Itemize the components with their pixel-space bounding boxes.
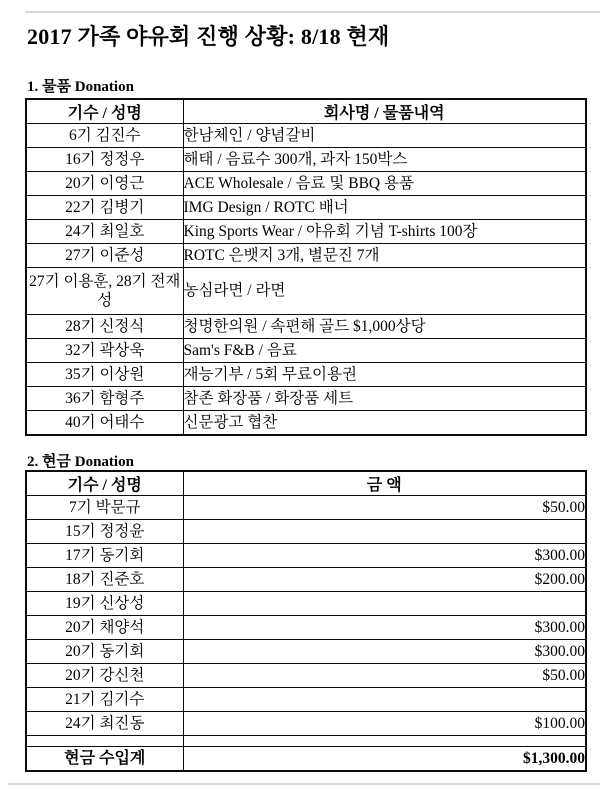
donor-name: 32기 곽상욱 — [26, 339, 183, 363]
top-divider — [25, 11, 600, 13]
table-row — [26, 496, 586, 520]
table-row — [26, 520, 586, 544]
table-row — [26, 196, 586, 220]
table-row — [26, 363, 586, 387]
page-title: 2017 가족 야유회 진행 상황: 8/18 현재 — [27, 24, 390, 49]
donor-name: 18기 진준호 — [26, 568, 183, 592]
table-row — [26, 315, 586, 339]
donor-name: 19기 신상성 — [26, 592, 183, 616]
donation-detail: 한남체인 / 양념갈비 — [183, 124, 586, 148]
donation-detail: 청명한의원 / 속편해 골드 $1,000상당 — [183, 315, 586, 339]
donor-name: 15기 정정윤 — [26, 520, 183, 544]
donation-amount — [183, 688, 586, 712]
table-row — [26, 616, 586, 640]
table-row — [26, 387, 586, 411]
donor-name: 40기 어태수 — [26, 411, 183, 436]
empty-row — [26, 736, 586, 747]
bottom-divider — [8, 783, 600, 785]
donor-name: 20기 강신천 — [26, 664, 183, 688]
donor-name: 17기 동기회 — [26, 544, 183, 568]
table-row — [26, 568, 586, 592]
donor-name: 28기 신정식 — [26, 315, 183, 339]
table-header-row — [26, 99, 586, 124]
table-row — [26, 124, 586, 148]
column-header-detail: 회사명 / 물품내역 — [183, 99, 586, 124]
donation-detail: 농심라면 / 라면 — [183, 268, 586, 315]
donation-detail: King Sports Wear / 야유회 기념 T-shirts 100장 — [183, 220, 586, 244]
table-row — [26, 640, 586, 664]
table-row — [26, 592, 586, 616]
table-row — [26, 220, 586, 244]
donor-name: 20기 채양석 — [26, 616, 183, 640]
donation-amount — [183, 520, 586, 544]
item-donation-table — [25, 98, 587, 436]
table-row — [26, 339, 586, 363]
donor-name: 27기 이용훈, 28기 전재성 — [26, 268, 183, 315]
donation-amount: $300.00 — [183, 544, 586, 568]
donation-amount — [183, 736, 586, 747]
column-header-name: 기수 / 성명 — [26, 471, 183, 496]
table-row — [26, 244, 586, 268]
donor-name: 20기 동기회 — [26, 640, 183, 664]
donation-detail: 참존 화장품 / 화장품 세트 — [183, 387, 586, 411]
donor-name: 35기 이상원 — [26, 363, 183, 387]
donor-name: 6기 김진수 — [26, 124, 183, 148]
table-header-row — [26, 471, 586, 496]
donation-detail: 해태 / 음료수 300개, 과자 150박스 — [183, 148, 586, 172]
donation-amount: $300.00 — [183, 640, 586, 664]
table-row — [26, 544, 586, 568]
donation-amount: $100.00 — [183, 712, 586, 736]
donation-detail: IMG Design / ROTC 배너 — [183, 196, 586, 220]
column-header-name: 기수 / 성명 — [26, 99, 183, 124]
total-amount: $1,300.00 — [183, 747, 586, 772]
table-row — [26, 664, 586, 688]
donor-name: 36기 함형주 — [26, 387, 183, 411]
total-label: 현금 수입계 — [26, 747, 183, 772]
table-row — [26, 268, 586, 315]
donor-name: 24기 최일호 — [26, 220, 183, 244]
table-row — [26, 172, 586, 196]
donor-name — [26, 736, 183, 747]
donor-name: 7기 박문규 — [26, 496, 183, 520]
section-heading-item-donation: 1. 물품 Donation — [27, 79, 134, 95]
table-row — [26, 688, 586, 712]
table-row — [26, 712, 586, 736]
donor-name: 16기 정정우 — [26, 148, 183, 172]
donation-amount: $50.00 — [183, 496, 586, 520]
donation-detail: ROTC 은뱃지 3개, 별문진 7개 — [183, 244, 586, 268]
column-header-amount: 금 액 — [183, 471, 586, 496]
donation-amount — [183, 592, 586, 616]
donation-detail: Sam's F&B / 음료 — [183, 339, 586, 363]
donation-detail: ACE Wholesale / 음료 및 BBQ 용품 — [183, 172, 586, 196]
section-heading-cash-donation: 2. 현금 Donation — [27, 454, 134, 470]
donor-name: 21기 김기수 — [26, 688, 183, 712]
donor-name: 20기 이영근 — [26, 172, 183, 196]
donor-name: 24기 최진동 — [26, 712, 183, 736]
donor-name: 27기 이준성 — [26, 244, 183, 268]
table-row — [26, 411, 586, 436]
total-row — [26, 747, 586, 772]
cash-donation-table — [25, 470, 587, 772]
donation-detail: 재능기부 / 5회 무료이용권 — [183, 363, 586, 387]
donation-detail: 신문광고 협찬 — [183, 411, 586, 436]
donation-amount: $300.00 — [183, 616, 586, 640]
donation-amount: $200.00 — [183, 568, 586, 592]
table-row — [26, 148, 586, 172]
donation-amount: $50.00 — [183, 664, 586, 688]
donor-name: 22기 김병기 — [26, 196, 183, 220]
